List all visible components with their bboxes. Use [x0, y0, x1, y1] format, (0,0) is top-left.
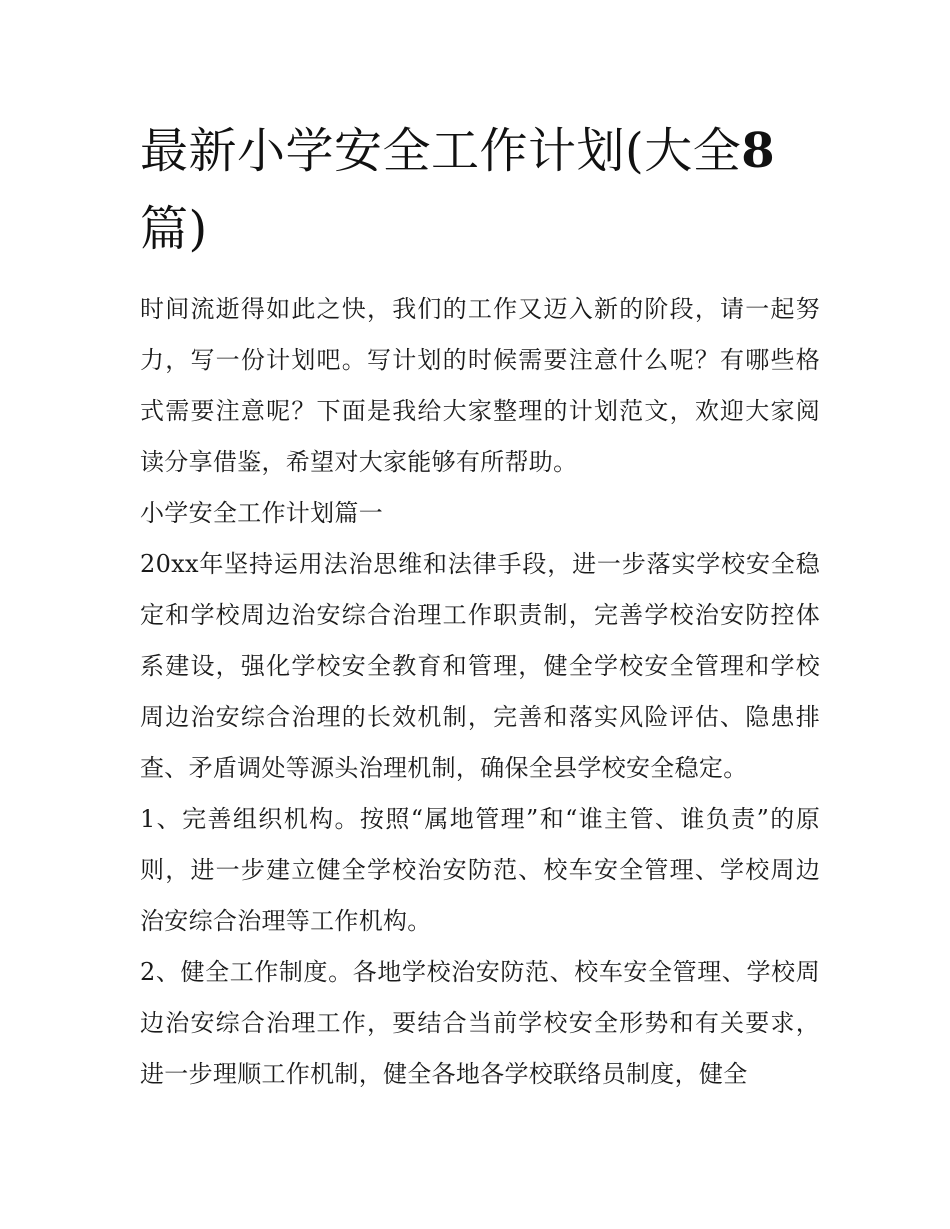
body-paragraph-item-1: 1、完善组织机构。按照“属地管理”和“谁主管、谁负责”的原则，进一步建立健全学校治安防范、校车安全管理、学校周边治安综合治理等工作机构。: [140, 805, 820, 935]
title-tail: 篇): [140, 201, 208, 257]
body-paragraph-item-2: 2、健全工作制度。各地学校治安防范、校车安全管理、学校周边治安综合治理工作，要结合当前学校安全形势和有关要求，进一步理顺工作机制，健全各地各学校联络员制度，健全: [140, 958, 820, 1088]
document-title: [140, 112, 820, 268]
document-content: [140, 112, 820, 1100]
body-paragraph: 20xx年坚持运用法治思维和法律手段，进一步落实学校安全稳定和学校周边治安综合治理工作职责制，完善学校治安防控体系建设，强化学校安全教育和管理，健全学校安全管理和学校周边治安综合治理的长效机制，完善和落实风险评估、隐患排查、矛盾调处等源头治理机制，确保全县学校安全稳定。: [140, 550, 820, 782]
title-text: 最新小学安全工作计划(大全: [140, 123, 742, 179]
intro-paragraph: 时间流逝得如此之快，我们的工作又迈入新的阶段，请一起努力，写一份计划吧。写计划的时候需要注意什么呢？有哪些格式需要注意呢？下面是我给大家整理的计划范文，欢迎大家阅读分享借鉴，希望对大家能够有所帮助。: [140, 295, 820, 476]
section-heading: 小学安全工作计划篇一: [140, 499, 383, 527]
title-number: 8: [741, 123, 776, 179]
